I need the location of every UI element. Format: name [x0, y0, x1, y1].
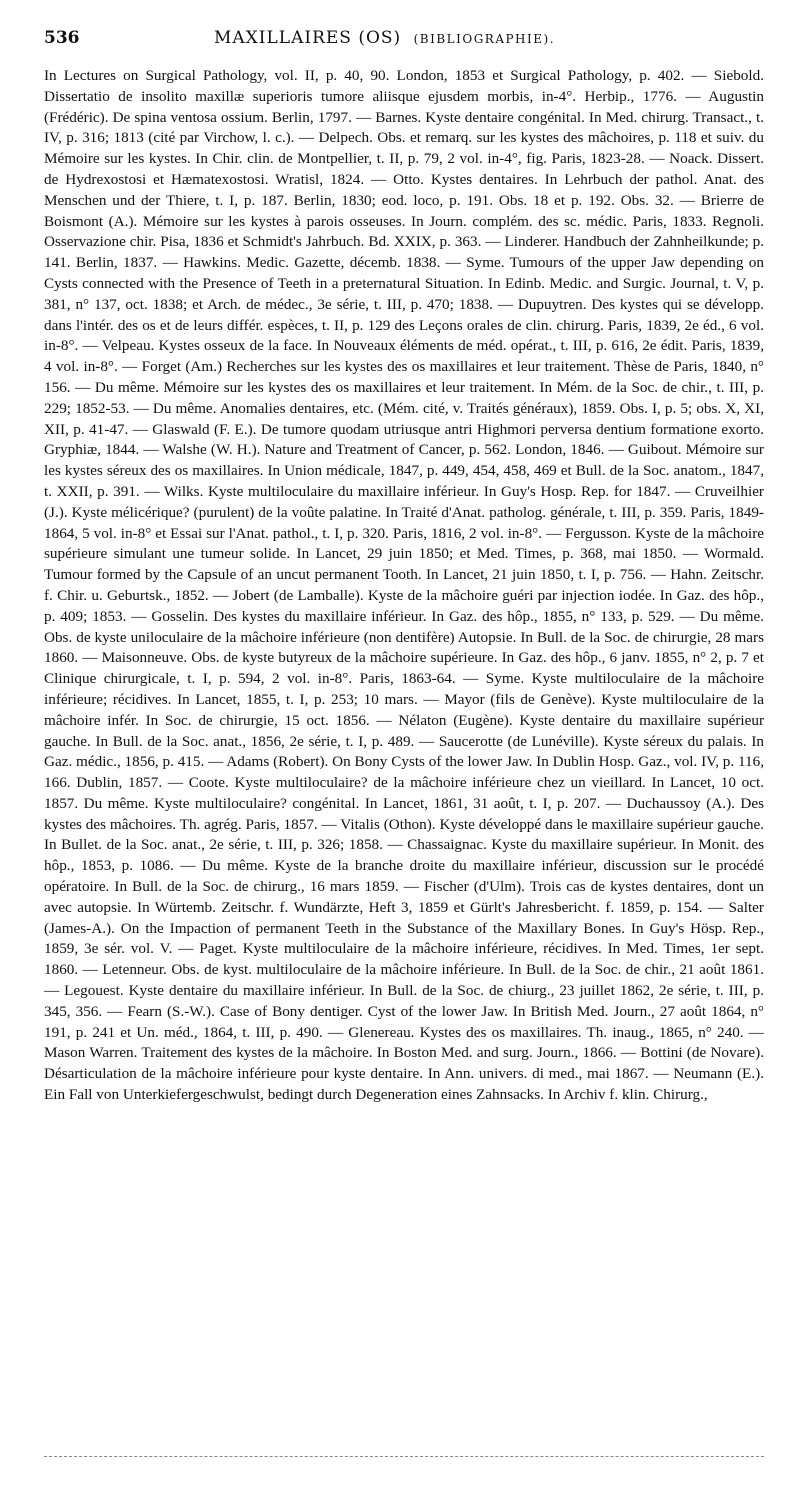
- bibliography-text: In Lectures on Surgical Pathology, vol. II, p. 40, 90. London, 1853 et Surgical Pathology, p. 402. — Siebold. Dissertatio de insolito maxillæ superioris tumore aliisque ejusdem morbis, in-4°. Herbip., 1776. — Augustin (Frédéric). De spina ventosa ossium. Berlin, 1797. — Barnes. Kyste dentaire congénital. In Med. chirurg. Transact., t. IV, p. 316; 1813 (cité par Virchow, l. c.). — Delpech. Obs. et remarq. sur les kystes des mâchoires, p. 118 et suiv. du Mémoire sur les kystes. In Chir. clin. de Montpellier, t. II, p. 79, 2 vol. in-4°, fig. Paris, 1823-28. — Noack. Dissert. de Hydrexostosi et Hæmatexostosi. Wratisl, 1824. — Otto. Kystes dentaires. In Lehrbuch der pathol. Anat. des Menschen und der Thiere, t. I, p. 187. Berlin, 1830; eod. loco, p. 191. Obs. 18 et p. 192. Obs. 32. — Brierre de Boismont (A.). Mémoire sur les kystes à parois osseuses. In Journ. complém. des sc. médic. Paris, 1833. Regnoli. Osservazione chir. Pisa, 1836 et Schmidt's Jahrbuch. Bd. XXIX, p. 363. — Linderer. Handbuch der Zahnheilkunde; p. 141. Berlin, 1837. — Hawkins. Medic. Gazette, décemb. 1838. — Syme. Tumours of the upper Jaw depending on Cysts connected with the Presence of Teeth in a preternatural Situation. In Edinb. Medic. and Surgic. Journal, t. V, p. 381, n° 137, oct. 1838; et Arch. de médec., 3e série, t. III, p. 470; 1838. — Dupuytren. Des kystes qui se développ. dans l'intér. des os et de leurs différ. espèces, t. II, p. 129 des Leçons orales de clin. chirurg. Paris, 1839, 2e éd., 6 vol. in-8°. — Velpeau. Kystes osseux de la face. In Nouveaux éléments de méd. opérat., t. III, p. 616, 2e édit. Paris, 1839, 4 vol. in-8°. — Forget (Am.) Recherches sur les kystes des os maxillaires et leur traitement. Thèse de Paris, 1840, n° 156. — Du même. Mémoire sur les kystes des os maxillaires et leur traitement. In Mém. de la Soc. de chir., t. III, p. 229; 1852-53. — Du même. Anomalies dentaires, etc. (Mém. cité, v. Traités généraux), 1859. Obs. I, p. 5; obs. X, XI, XII, p. 41-47. — Glaswald (F. E.). De tumore quodam utriusque antri Highmori perversa dentium formatione exorto. Gryphiæ, 1844. — Walshe (W. H.). Nature and Treatment of Cancer, p. 562. London, 1846. — Guibout. Mémoire sur les kystes séreux des os maxillaires. In Union médicale, 1847, p. 449, 454, 458, 469 et Bull. de la Soc. anatom., 1847, t. XXII, p. 391. — Wilks. Kyste multiloculaire du maxillaire inférieur. In Guy's Hosp. Rep. for 1847. — Cruveilhier (J.). Kyste mélicérique? (purulent) de la voûte palatine. In Traité d'Anat. patholog. générale, t. III, p. 359. Paris, 1849-1864, 5 vol. in-8° et Essai sur l'Anat. pathol., t. I, p. 320. Paris, 1816, 2 vol. in-8°. — Fergusson. Kyste de la mâchoire supérieure simulant une tumeur solide. In Lancet, 29 juin 1850; et Med. Times, p. 368, mai 1850. — Wormald. Tumour formed by the Capsule of an uncut permanent Tooth. In Lancet, 21 juin 1850, t. I, p. 756. — Hahn. Zeitschr. f. Chir. u. Geburtsk., 1852. — Jobert (de Lamballe). Kyste de la mâchoire guéri par injection iodée. In Gaz. des hôp., p. 409; 1853. — Gosselin. Des kystes du maxillaire inférieur. In Gaz. des hôp., 1855, n° 133, p. 529. — Du même. Obs. de kyste uniloculaire de la mâchoire inférieure (non dentifère) Autopsie. In Bull. de la Soc. de chirurgie, 28 mars 1860. — Maisonneuve. Obs. de kyste butyreux de la mâchoire supérieure. In Gaz. des hôp., 6 janv. 1855, n° 2, p. 7 et Clinique chirurgicale, t. I, p. 594, 2 vol. in-8°. Paris, 1863-64. — Syme. Kyste multiloculaire de la mâchoire inférieure; récidives. In Lancet, 1855, t. I, p. 253; 10 mars. — Mayor (fils de Genève). Kyste multiloculaire de la mâchoire infér. In Soc. de chirurgie, 15 oct. 1856. — Nélaton (Eugène). Kyste dentaire du maxillaire supérieur gauche. In Bull. de la Soc. anat., 1856, 2e série, t. I, p. 489. — Saucerotte (de Lunéville). Kyste séreux du palais. In Gaz. médic., 1856, p. 415. — Adams (Robert). On Bony Cysts of the lower Jaw. In Dublin Hosp. Gaz., vol. IV, p. 116, 166. Dublin, 1857. — Coote. Kyste multiloculaire? de la mâchoire inférieure chez un vieillard. In Lancet, 10 oct. 1857. Du même. Kyste multiloculaire? congénital. In Lancet, 1861, 31 août, t. I, p. 207. — Duchaussoy (A.). Des kystes des mâchoires. Th. agrég. Paris, 1857. — Vitalis (Othon). Kyste développé dans le maxillaire supérieur gauche. In Bullet. de la Soc. anat., 2e série, t. III, p. 326; 1858. — Chassaignac. Kyste du maxillaire supérieur. In Monit. des hôp., 1853, p. 1086. — Du même. Kyste de la branche droite du maxillaire inférieur, discussion sur le procédé opératoire. In Bull. de la Soc. de chirurg., 16 mars 1859. — Fischer (d'Ulm). Trois cas de kystes dentaires, dont un avec autopsie. In Würtemb. Zeitschr. f. Wundärzte, Heft 3, 1859 et Gürlt's Jahresbericht. f. 1859, p. 154. — Salter (James-A.). On the Impaction of permanent Teeth in the Substance of the Maxillary Bones. In Guy's Hösp. Rep., 1859, 3e sér. vol. V. — Paget. Kyste multiloculaire de la mâchoire inférieure, récidives. In Med. Times, 1er sept. 1860. — Letenneur. Obs. de kyst. multiloculaire de la mâchoire inférieure. In Bull. de la Soc. de chir., 21 août 1861. — Legouest. Kyste dentaire du maxillaire inférieur. In Bull. de la Soc. de chiurg., 23 juillet 1862, 2e série, t. III, p. 345, 356. — Fearn (S.-W.). Case of Bony dentiger. Cyst of the lower Jaw. In British Med. Journ., 27 août 1864, n° 191, p. 241 et Un. méd., 1864, t. III, p. 490. — Glenereau. Kystes des os maxillaires. Th. inaug., 1865, n° 240. — Mason Warren. Traitement des kystes de la mâchoire. In Boston Med. and surg. Journ., 1866. — Bottini (de Novare). Désarticulation de la mâchoire inférieure pour kyste dentaire. In Ann. univers. di med., mai 1867. — Neumann (E.). Ein Fall von Unterkiefergeschwulst, bedingt durch Degeneration eines Zahnsacks. In Archiv f. klin. Chirurg.,: [44, 67, 764, 1104]
- running-title: [214, 28, 555, 48]
- page-number: 536: [44, 28, 80, 48]
- footer-rule: [44, 1456, 764, 1457]
- running-title-main: MAXILLAIRES (OS): [214, 28, 402, 48]
- page: [44, 28, 764, 1106]
- page-header: [44, 28, 764, 56]
- running-title-subtitle: (BIBLIOGRAPHIE).: [413, 32, 556, 46]
